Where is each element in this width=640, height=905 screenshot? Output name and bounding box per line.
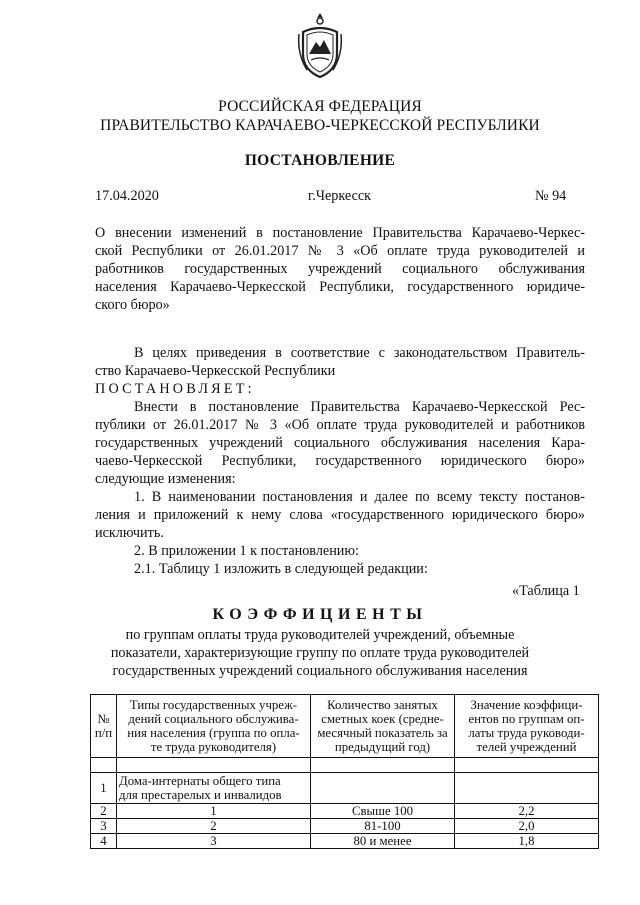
- row-beds: Свыше 100: [311, 804, 455, 819]
- table-spacer-row: [91, 758, 599, 773]
- table-reference: «Таблица 1: [512, 583, 580, 599]
- row-beds: 80 и менее: [311, 834, 455, 849]
- header-cell-type: Типы государственных учреж- дений социального обслужива- ния населения (группа по опла- те труда руководителя): [117, 695, 311, 758]
- subject-line: О внесении изменений в постановление Правительства Карачаево-Черкес-: [95, 225, 585, 241]
- table-row: [91, 773, 599, 804]
- coat-of-arms-emblem: [295, 10, 345, 80]
- subject-line: населения Карачаево-Черкесской Республики, государственного юридиче-: [95, 279, 585, 295]
- row-coefficient: 1,8: [455, 834, 599, 849]
- row-number: 4: [91, 834, 117, 849]
- table-header-row: [91, 695, 599, 758]
- coefficients-table: [90, 694, 599, 849]
- row-beds: [311, 773, 455, 804]
- header-cell-beds: Количество занятых сметных коек (средне- месячный показатель за предыдущий год): [311, 695, 455, 758]
- subject-line: ской Республики от 26.01.2017 № 3 «Об оплате труда руководителей и: [95, 243, 585, 259]
- body-line: Внести в постановление Правительства Карачаево-Черкесской Рес-: [134, 399, 585, 415]
- body-line: ления и приложений к нему слова «государственного юридического бюро»: [95, 507, 585, 523]
- body-line: публики от 26.01.2017 № 3 «Об оплате труда руководителей и работников: [95, 417, 585, 433]
- table-row: [91, 819, 599, 834]
- body-line: государственных учреждений социального обслуживания населения Кара-: [95, 435, 585, 451]
- row-coefficient: [455, 773, 599, 804]
- preamble-line: В целях приведения в соответствие с законодательством Правитель-: [134, 345, 585, 361]
- row-type: Дома-интернаты общего типа для престарелых и инвалидов: [117, 773, 311, 804]
- resolves-word: ПОСТАНОВЛЯЕТ:: [95, 381, 255, 397]
- body-line: 2. В приложении 1 к постановлению:: [134, 543, 359, 559]
- body-line: следующие изменения:: [95, 471, 236, 487]
- row-beds: 81-100: [311, 819, 455, 834]
- doc-date: 17.04.2020: [95, 188, 159, 204]
- header-country: РОССИЙСКАЯ ФЕДЕРАЦИЯ: [218, 98, 422, 115]
- table-row: [91, 804, 599, 819]
- header-cell-coefficient: Значение коэффици- ентов по группам оп- латы труда руководи- телей учреждений: [455, 695, 599, 758]
- preamble-line: ство Карачаево-Черкесской Республики: [95, 363, 336, 379]
- subject-line: ского бюро»: [95, 297, 170, 313]
- coefficients-subtitle: по группам оплаты труда руководителей учреждений, объемные: [125, 627, 515, 643]
- row-type: 2: [117, 819, 311, 834]
- header-cell-number: № п/п: [91, 695, 117, 758]
- subject-line: работников государственных учреждений социального обслуживания: [95, 261, 585, 277]
- row-number: 2: [91, 804, 117, 819]
- row-number: 1: [91, 773, 117, 804]
- row-number: 3: [91, 819, 117, 834]
- row-coefficient: 2,2: [455, 804, 599, 819]
- body-line: 1. В наименовании постановления и далее по всему тексту постанов-: [134, 489, 585, 505]
- row-type: 1: [117, 804, 311, 819]
- coefficients-title: КОЭФФИЦИЕНТЫ: [212, 606, 428, 623]
- body-line: исключить.: [95, 525, 164, 541]
- doc-type-title: ПОСТАНОВЛЕНИЕ: [244, 152, 396, 169]
- row-coefficient: 2,0: [455, 819, 599, 834]
- header-government: ПРАВИТЕЛЬСТВО КАРАЧАЕВО-ЧЕРКЕССКОЙ РЕСПУБЛИКИ: [100, 117, 540, 134]
- coefficients-subtitle: показатели, характеризующие группу по оплате труда руководителей: [110, 645, 530, 661]
- coefficients-subtitle: государственных учреждений социального обслуживания населения: [112, 663, 528, 679]
- body-line: чаево-Черкесской Республики, государственного юридического бюро»: [95, 453, 585, 469]
- doc-city: г.Черкесск: [308, 188, 372, 204]
- doc-number: № 94: [535, 188, 567, 204]
- table-row: [91, 834, 599, 849]
- row-type: 3: [117, 834, 311, 849]
- body-line: 2.1. Таблицу 1 изложить в следующей редакции:: [134, 561, 428, 577]
